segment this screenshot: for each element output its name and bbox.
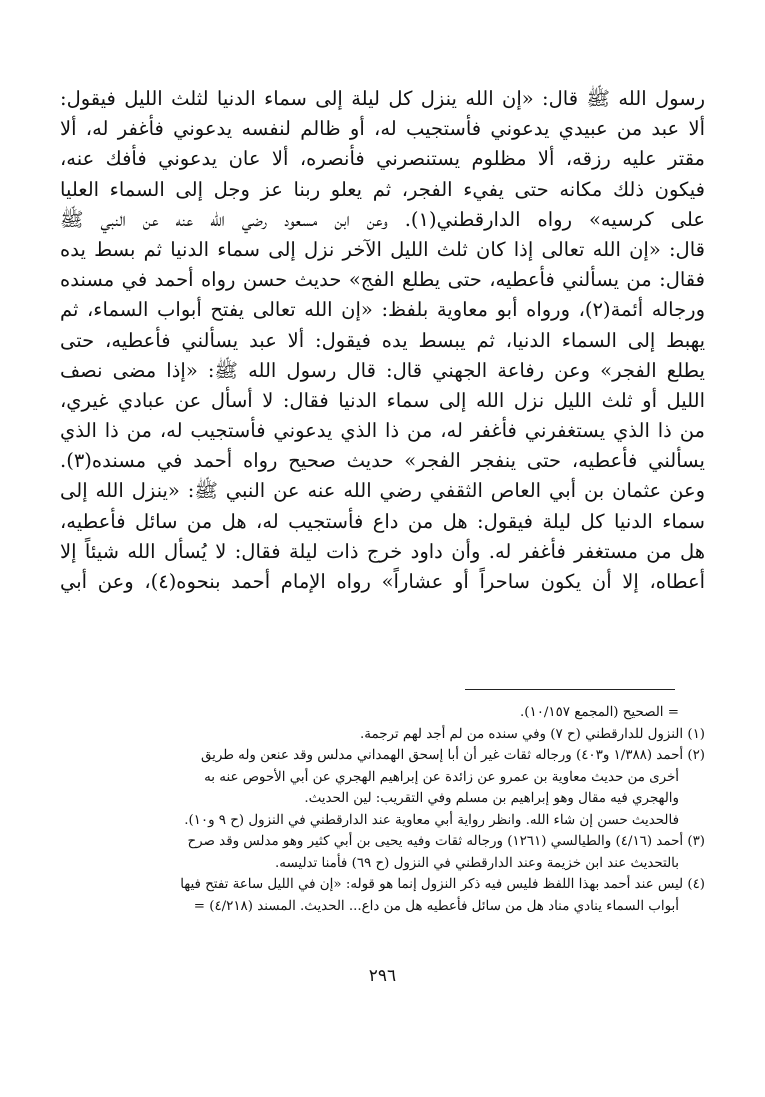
page-number: ٢٩٦: [368, 966, 397, 986]
footnote-2-line-2: أخرى من حديث معاوية بن عمرو عن زائدة عن إبراهيم الهجري عن أبي الأحوص عنه به: [204, 769, 679, 785]
text-line-3: مقتر عليه رزقه، ألا مظلوم يستنصرني فأنصره، ألا عان يدعوني فأفك عنه،: [60, 147, 705, 171]
text-line-6: قال: «إن الله تعالى إذا كان ثلث الليل الآخر نزل إلى سماء الدنيا ثم بسط يده: [60, 237, 705, 261]
text-line-13: يسألني فأعطيه، حتى ينفجر الفجر» حديث صحيح رواه أحمد في مسنده(٣).: [60, 449, 705, 473]
footnotes: [45, 702, 705, 917]
text-line-7: فقال: من يسألني فأعطيه، حتى يطلع الفج» حديث حسن رواه أحمد في مسنده: [60, 268, 705, 292]
footnote-separator: [465, 689, 675, 690]
text-line-8: ورجاله أئمة(٢)، ورواه أبو معاوية بلفظ: «إن الله تعالى يفتح أبواب السماء، ثم: [60, 298, 705, 322]
footnote-2-line-4: فالحديث حسن إن شاء الله. وانظر رواية أبي معاوية عند الدارقطني في النزول (ح ٩ و١٠).: [184, 812, 679, 828]
text-line-9: يهبط إلى السماء الدنيا، ثم يبسط يده فيقول: ألا عبد يسألني فأعطيه، حتى: [60, 328, 705, 352]
main-text: [60, 84, 705, 597]
text-line-2: ألا عبد من عبيدي يدعوني فأستجيب له، أو ظالم لنفسه يدعوني فأغفر له، ألا: [60, 117, 705, 141]
footnote-3-line-2: بالتحديث عند ابن خزيمة وعند الدارقطني في النزول (ح ٦٩) فأمنا تدليسه.: [275, 855, 679, 871]
footnote-4-line-2: أبواب السماء ينادي مناد هل من سائل فأعطيه هل من داع... الحديث. المسند (٤/٢١٨) =: [193, 898, 679, 914]
footnote-1: (١) النزول للدارقطني (ح ٧) وفي سنده من لم أجد لهم ترجمة.: [360, 726, 705, 742]
text-line-14: وعن عثمان بن أبي العاص الثقفي رضي الله عنه عن النبي ﷺ: «ينزل الله إلى: [60, 479, 705, 503]
text-line-12: من ذا الذي يستغفرني فأغفر له، من ذا الذي يدعوني فأستجيب له، من ذا الذي: [60, 419, 705, 443]
footnote-2-line-3: والهجري فيه مقال وهو إبراهيم بن مسلم وفي التقريب: لين الحديث.: [304, 791, 679, 806]
text-line-5: على كرسيه» رواه الدارقطني(١). وعن ابن مسعود رضي الله عنه عن النبي ﷺ: [60, 207, 705, 231]
footnote-2: (٢) أحمد (١/٣٨٨ و٤٠٣) ورجاله ثقات غير أن أبا إسحق الهمداني مدلس وقد عنعن وله طريق: [200, 748, 705, 763]
text-line-11: الليل أو ثلث الليل نزل الله إلى سماء الدنيا فقال: لا أسأل عن عبادي غيري،: [60, 388, 705, 412]
text-line-17: أعطاه، إلا أن يكون ساحراً أو عشاراً» رواه الإمام أحمد بنحوه(٤)، وعن أبي: [60, 570, 705, 593]
text-line-4: فيكون ذلك مكانه حتى يفيء الفجر، ثم يعلو ربنا عز وجل إلى السماء العليا: [60, 177, 705, 201]
text-line-10: يطلع الفجر» وعن رفاعة الجهني قال: قال رسول الله ﷺ: «إذا مضى نصف: [60, 358, 705, 382]
text-line-16: هل من مستغفر فأغفر له. وأن داود خرج ذات ليلة فقال: لا يُسأل الله شيئاً إلا: [60, 539, 705, 563]
text-line-15: سماء الدنيا كل ليلة فيقول: هل من داع فأستجيب له، هل من سائل فأعطيه،: [60, 509, 705, 533]
footnote-continuation: = الصحيح (المجمع ١٠/١٥٧).: [520, 705, 679, 720]
footnote-4: (٤) ليس عند أحمد بهذا اللفظ فليس فيه ذكر النزول إنما هو قوله: «إن في الليل ساعة تفتح فيها: [180, 877, 705, 892]
footnote-3: (٣) أحمد (٤/١٦) والطيالسي (١٢٦١) ورجاله ثقات وفيه يحيى بن أبي كثير وهو مدلس وقد صرح: [187, 834, 705, 849]
text-line-1: رسول الله ﷺ قال: «إن الله ينزل كل ليلة إلى سماء الدنيا لثلث الليل فيقول:: [60, 87, 705, 110]
